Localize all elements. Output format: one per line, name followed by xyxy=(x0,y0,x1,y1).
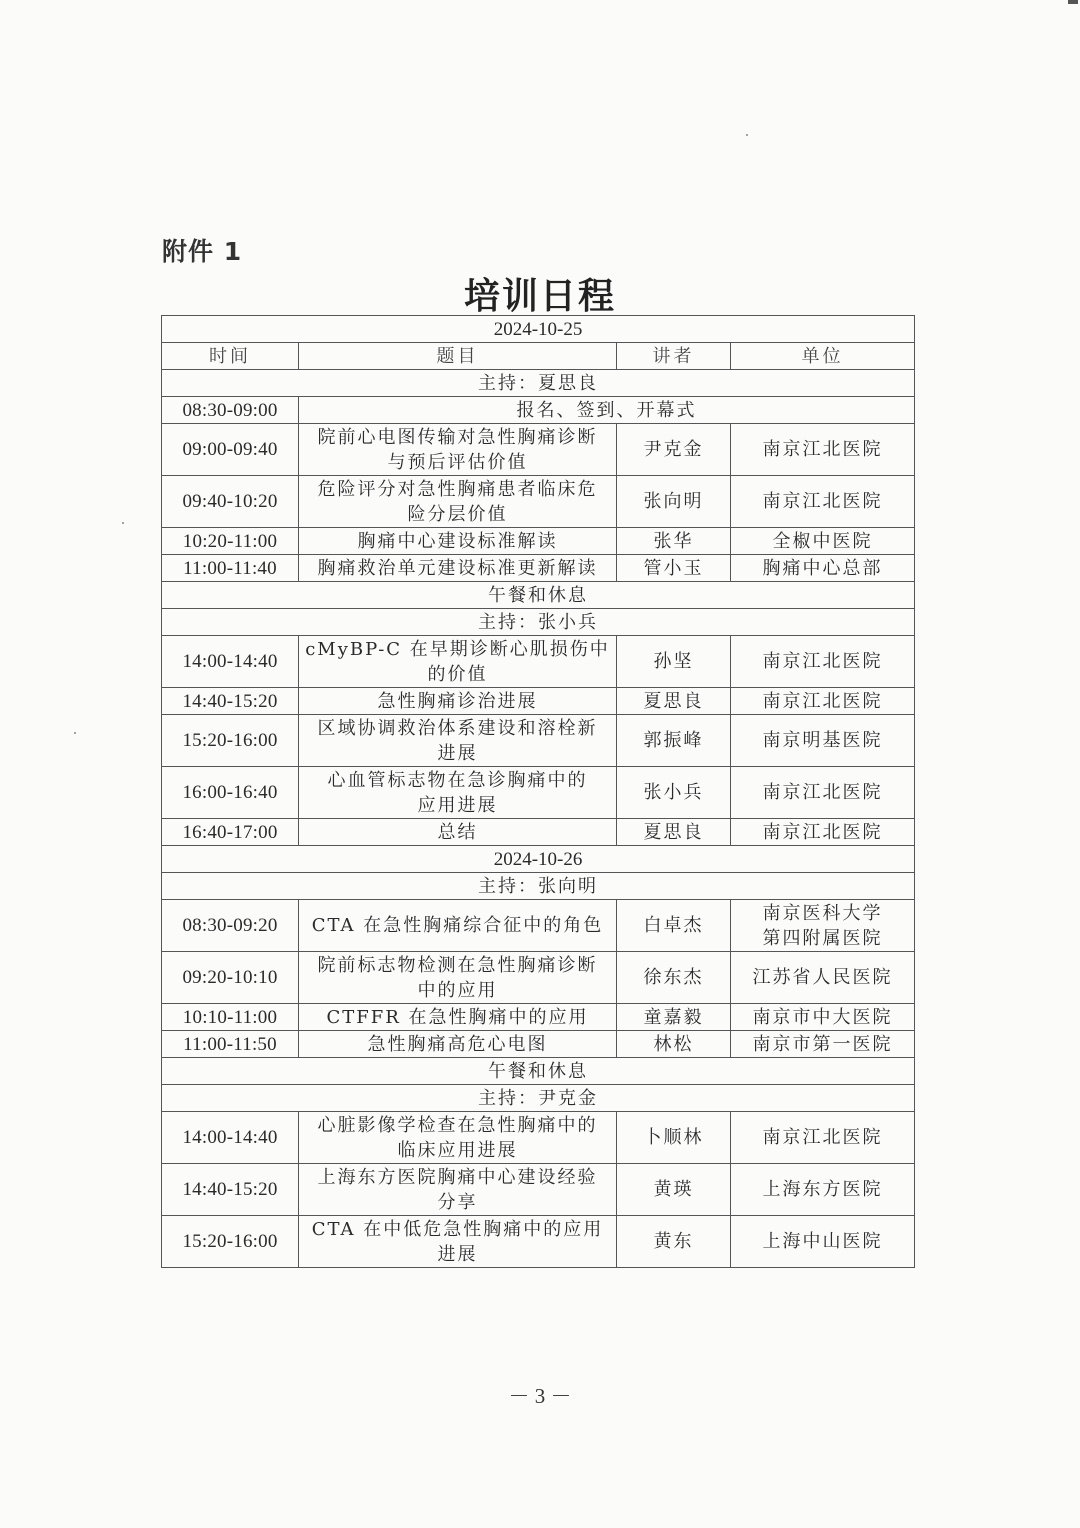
session-topic xyxy=(299,715,617,767)
session-speaker: 黄瑛 xyxy=(617,1164,731,1216)
session-topic: CTFFR 在急性胸痛中的应用 xyxy=(299,1004,617,1031)
scan-speck xyxy=(74,732,76,734)
session-unit: 南京市第一医院 xyxy=(731,1031,915,1058)
registration-topic: 报名、签到、开幕式 xyxy=(299,397,915,424)
session-row xyxy=(162,476,915,528)
lunch-row xyxy=(162,1058,915,1085)
topic-line: 的价值 xyxy=(427,663,488,685)
session-unit: 南京江北医院 xyxy=(731,636,915,688)
day1-date: 2024-10-25 xyxy=(162,316,915,343)
day1-host-afternoon: 主持：张小兵 xyxy=(162,609,915,636)
session-topic xyxy=(299,1112,617,1164)
session-topic: 急性胸痛高危心电图 xyxy=(299,1031,617,1058)
session-time: 15:20-16:00 xyxy=(162,1216,299,1268)
topic-line: 危险评分对急性胸痛患者临床危 xyxy=(317,478,598,500)
day1-lunch: 午餐和休息 xyxy=(162,582,915,609)
session-topic xyxy=(299,424,617,476)
session-topic xyxy=(299,1216,617,1268)
session-row xyxy=(162,1004,915,1031)
session-speaker: 张向明 xyxy=(617,476,731,528)
session-time: 08:30-09:00 xyxy=(162,397,299,424)
training-schedule-table xyxy=(161,315,915,1268)
day2-date: 2024-10-26 xyxy=(162,846,915,873)
session-unit: 南京市中大医院 xyxy=(731,1004,915,1031)
header-unit: 单位 xyxy=(731,343,915,370)
topic-line: 进展 xyxy=(437,1243,478,1265)
session-row xyxy=(162,636,915,688)
header-topic: 题目 xyxy=(299,343,617,370)
session-time: 15:20-16:00 xyxy=(162,715,299,767)
session-speaker: 林松 xyxy=(617,1031,731,1058)
session-row xyxy=(162,424,915,476)
session-speaker: 郭振峰 xyxy=(617,715,731,767)
session-unit: 南京江北医院 xyxy=(731,819,915,846)
topic-line: 心血管标志物在急诊胸痛中的 xyxy=(327,769,588,791)
session-speaker: 黄东 xyxy=(617,1216,731,1268)
topic-line: 临床应用进展 xyxy=(397,1139,518,1161)
session-speaker: 徐东杰 xyxy=(617,952,731,1004)
session-topic: 胸痛救治单元建设标准更新解读 xyxy=(299,555,617,582)
session-time: 16:00-16:40 xyxy=(162,767,299,819)
header-speaker: 讲者 xyxy=(617,343,731,370)
scan-edge-mark xyxy=(1068,0,1078,4)
header-row xyxy=(162,343,915,370)
session-speaker: 管小玉 xyxy=(617,555,731,582)
session-row xyxy=(162,900,915,952)
session-unit xyxy=(731,900,915,952)
session-speaker: 卜顺林 xyxy=(617,1112,731,1164)
host-row xyxy=(162,609,915,636)
session-row xyxy=(162,715,915,767)
session-time: 10:20-11:00 xyxy=(162,528,299,555)
day1-host-morning: 主持：夏思良 xyxy=(162,370,915,397)
page-number: － 3 － xyxy=(508,1384,572,1408)
session-unit: 江苏省人民医院 xyxy=(731,952,915,1004)
date-row xyxy=(162,846,915,873)
host-row xyxy=(162,873,915,900)
topic-line: 进展 xyxy=(437,742,478,764)
session-unit: 南京江北医院 xyxy=(731,424,915,476)
session-speaker: 张小兵 xyxy=(617,767,731,819)
topic-line: 区域协调救治体系建设和溶栓新 xyxy=(317,717,598,739)
topic-line: cMyBP-C 在早期诊断心肌损伤中 xyxy=(305,638,610,660)
session-topic: 胸痛中心建设标准解读 xyxy=(299,528,617,555)
session-unit: 南京明基医院 xyxy=(731,715,915,767)
topic-line: 院前心电图传输对急性胸痛诊断 xyxy=(317,426,598,448)
session-speaker: 张华 xyxy=(617,528,731,555)
session-unit: 上海东方医院 xyxy=(731,1164,915,1216)
session-time: 11:00-11:40 xyxy=(162,555,299,582)
attachment-label: 附件 1 xyxy=(162,237,243,266)
session-row xyxy=(162,767,915,819)
session-time: 11:00-11:50 xyxy=(162,1031,299,1058)
date-row xyxy=(162,316,915,343)
session-unit: 南京江北医院 xyxy=(731,688,915,715)
session-speaker: 白卓杰 xyxy=(617,900,731,952)
session-time: 09:00-09:40 xyxy=(162,424,299,476)
day2-host-morning: 主持：张向明 xyxy=(162,873,915,900)
scan-speck xyxy=(122,522,124,524)
session-row xyxy=(162,1031,915,1058)
session-row xyxy=(162,1164,915,1216)
session-topic xyxy=(299,952,617,1004)
session-unit: 上海中山医院 xyxy=(731,1216,915,1268)
scan-speck xyxy=(746,134,748,136)
day2-lunch: 午餐和休息 xyxy=(162,1058,915,1085)
session-time: 14:40-15:20 xyxy=(162,688,299,715)
session-speaker: 尹克金 xyxy=(617,424,731,476)
registration-row xyxy=(162,397,915,424)
unit-line: 南京医科大学 xyxy=(762,902,883,924)
session-topic: 急性胸痛诊治进展 xyxy=(299,688,617,715)
host-row xyxy=(162,1085,915,1112)
topic-line: 险分层价值 xyxy=(407,503,508,525)
session-row xyxy=(162,819,915,846)
session-row xyxy=(162,688,915,715)
topic-line: 上海东方医院胸痛中心建设经验 xyxy=(317,1166,598,1188)
header-time: 时间 xyxy=(162,343,299,370)
session-unit: 南京江北医院 xyxy=(731,476,915,528)
session-topic: CTA 在急性胸痛综合征中的角色 xyxy=(299,900,617,952)
topic-line: 分享 xyxy=(437,1191,478,1213)
topic-line: CTA 在中低危急性胸痛中的应用 xyxy=(311,1218,604,1240)
session-topic: 总结 xyxy=(299,819,617,846)
session-time: 14:40-15:20 xyxy=(162,1164,299,1216)
session-row xyxy=(162,1112,915,1164)
session-row xyxy=(162,528,915,555)
session-row xyxy=(162,1216,915,1268)
session-time: 09:40-10:20 xyxy=(162,476,299,528)
session-speaker: 孙坚 xyxy=(617,636,731,688)
session-topic xyxy=(299,1164,617,1216)
session-row xyxy=(162,555,915,582)
session-speaker: 夏思良 xyxy=(617,688,731,715)
unit-line: 第四附属医院 xyxy=(762,927,883,949)
document-title: 培训日程 xyxy=(463,276,616,317)
session-speaker: 夏思良 xyxy=(617,819,731,846)
session-time: 16:40-17:00 xyxy=(162,819,299,846)
session-time: 09:20-10:10 xyxy=(162,952,299,1004)
topic-line: 应用进展 xyxy=(417,794,498,816)
session-time: 14:00-14:40 xyxy=(162,1112,299,1164)
session-row xyxy=(162,952,915,1004)
session-time: 08:30-09:20 xyxy=(162,900,299,952)
session-topic xyxy=(299,476,617,528)
session-time: 14:00-14:40 xyxy=(162,636,299,688)
topic-line: 心脏影像学检查在急性胸痛中的 xyxy=(317,1114,598,1136)
topic-line: 院前标志物检测在急性胸痛诊断 xyxy=(317,954,598,976)
session-unit: 胸痛中心总部 xyxy=(731,555,915,582)
session-topic xyxy=(299,636,617,688)
lunch-row xyxy=(162,582,915,609)
session-unit: 全椒中医院 xyxy=(731,528,915,555)
session-topic xyxy=(299,767,617,819)
day2-host-afternoon: 主持：尹克金 xyxy=(162,1085,915,1112)
topic-line: 中的应用 xyxy=(417,979,498,1001)
topic-line: 与预后评估价值 xyxy=(387,451,528,473)
session-time: 10:10-11:00 xyxy=(162,1004,299,1031)
host-row xyxy=(162,370,915,397)
session-speaker: 童嘉毅 xyxy=(617,1004,731,1031)
session-unit: 南京江北医院 xyxy=(731,1112,915,1164)
session-unit: 南京江北医院 xyxy=(731,767,915,819)
